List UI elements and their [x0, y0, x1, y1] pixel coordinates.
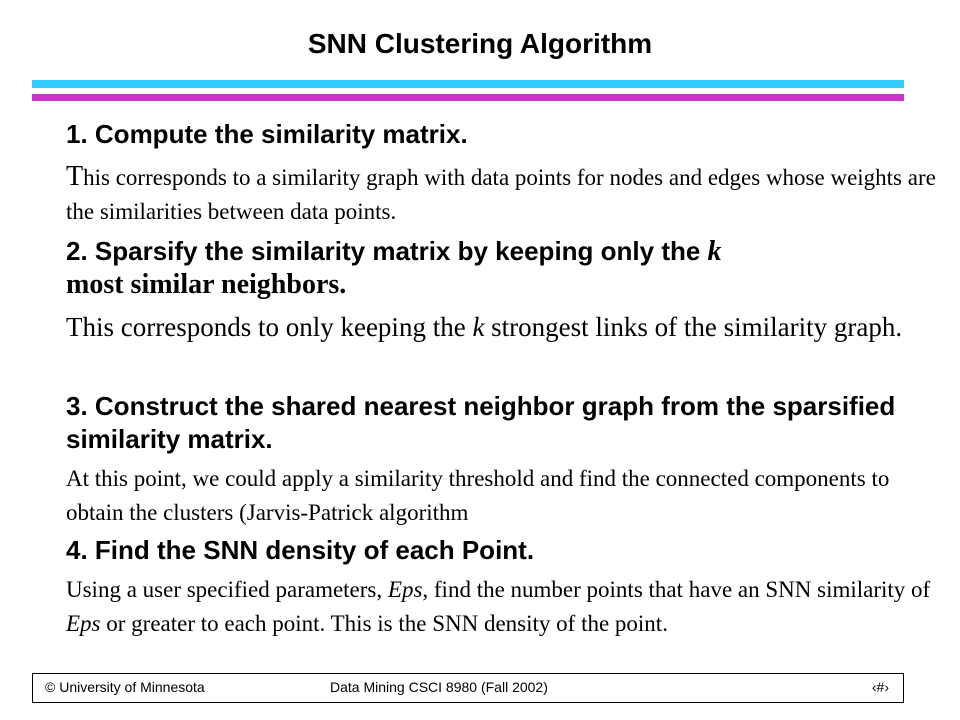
footer-course: Data Mining CSCI 8980 (Fall 2002) [330, 679, 548, 695]
step-2-heading-text: 2. Sparsify the similarity matrix by keeping only the [66, 236, 708, 266]
step-2-description-text-end: strongest links of the similarity graph. [484, 312, 903, 342]
title-underline-magenta [32, 94, 904, 101]
footer-copyright: © University of Minnesota [45, 679, 205, 695]
step-4-description-text-end: or greater to each point. This is the SNN density of the point. [100, 611, 668, 636]
step-4-description [66, 573, 946, 641]
step-2-heading-k: k [707, 236, 722, 267]
step-4-description-text-mid: , find the number points that have an SNN similarity of [422, 577, 931, 602]
step-4-heading: 4. Find the SNN density of each Point. [66, 535, 535, 565]
step-1-description-text: his corresponds to a similarity graph with data points for nodes and edges whose weights are the similarities between data points. [66, 165, 936, 224]
step-2-description-k: k [472, 312, 485, 342]
step-3-heading: 3. Construct the shared nearest neighbor graph from the sparsified similarity matrix. [66, 391, 896, 454]
slide-title: SNN Clustering Algorithm [307, 28, 653, 59]
title-underline-cyan [32, 80, 904, 88]
step-2-description-text: This corresponds to only keeping the [66, 312, 473, 342]
step-2-heading [66, 235, 722, 301]
step-1-description-initial: T [66, 161, 84, 192]
step-1-heading: 1. Compute the similarity matrix. [66, 119, 468, 149]
step-2-heading-text-end: most similar neighbors. [66, 269, 347, 300]
step-4-description-eps: Eps [387, 577, 423, 602]
step-1-description [66, 160, 946, 229]
step-4-description-eps-2: Eps [66, 611, 101, 636]
slide-footer [32, 673, 904, 703]
step-3-description: At this point, we could apply a similarity threshold and find the connected components to obtain the clusters (Jarvis-Patrick algorithm [66, 466, 890, 525]
footer-page-number: ‹#› [871, 679, 889, 695]
step-2-description [66, 310, 902, 344]
step-4-description-text: Using a user specified parameters, [66, 577, 388, 602]
